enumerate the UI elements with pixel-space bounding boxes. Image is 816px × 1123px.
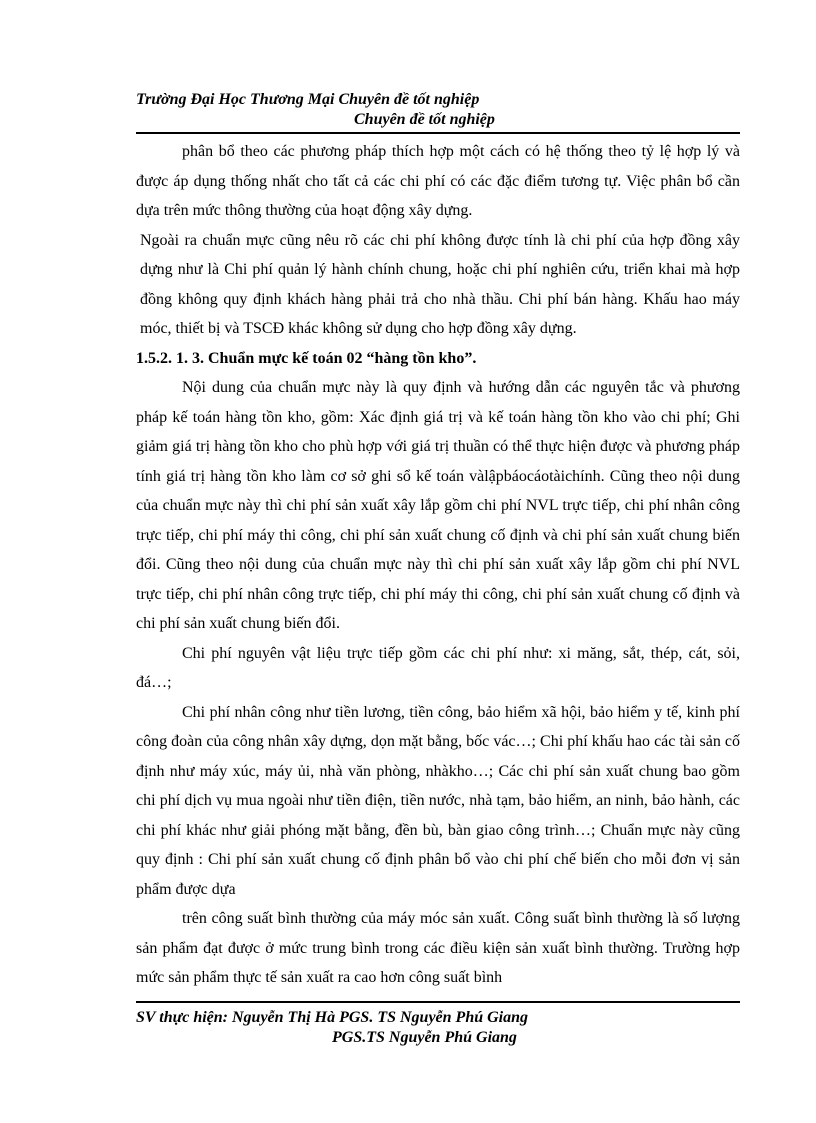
header-line-2: Chuyên đề tốt nghiệp xyxy=(354,111,495,128)
footer-divider xyxy=(136,1001,740,1003)
paragraph-4: Chi phí nguyên vật liệu trực tiếp gồm các chi phí như: xi măng, sắt, thép, cát, sỏi, đá…; xyxy=(136,644,740,691)
footer-line-1: SV thực hiện: Nguyễn Thị Hà PGS. TS Nguyễn Phú Giang xyxy=(136,1009,529,1026)
header-divider xyxy=(136,132,740,134)
paragraph-3: Nội dung của chuẩn mực này là quy định và hướng dẫn các nguyên tắc và phương pháp kế toán hàng tồn kho, gồm: Xác định giá trị và kế toán hàng tồn kho vào chi phí; Ghi giảm giá trị hàng tồn kho cho phù hợp với giá trị thuần có thể thực hiện được và phương pháp tính giá trị hàng tồn kho làm cơ sở ghi sổ kế toán vàlậpbáocáotàichính. Cũng theo nội dung của chuẩn mực này thì chi phí sản xuất xây lắp gồm chi phí NVL trực tiếp, chi phí nhân công trực tiếp, chi phí máy thi công, chi phí sản xuất chung cố định và chi phí sản xuất chung biến đổi. Cũng theo nội dung của chuẩn mực này thì chi phí sản xuất xây lắp gồm chi phí NVL trực tiếp, chi phí nhân công trực tiếp, chi phí máy thi công, chi phí sản xuất chung cố định và chi phí sản xuất chung biến đổi. xyxy=(136,379,740,632)
page-footer xyxy=(136,1008,740,1048)
footer-line-2: PGS.TS Nguyễn Phú Giang xyxy=(332,1029,517,1046)
section-heading: 1.5.2. 1. 3. Chuẩn mực kế toán 02 “hàng tồn kho”. xyxy=(136,349,477,367)
document-body xyxy=(136,137,740,993)
paragraph-1: phân bổ theo các phương pháp thích hợp một cách có hệ thống theo tỷ lệ hợp lý và được áp dụng thống nhất cho tất cả các chi phí có các đặc điểm tương tự. Việc phân bổ cần dựa trên mức thông thường của hoạt động xây dựng. xyxy=(136,143,740,219)
page-header xyxy=(136,90,740,130)
paragraph-5: Chi phí nhân công như tiền lương, tiền công, bảo hiểm xã hội, bảo hiểm y tế, kinh phí công đoàn của công nhân xây dựng, dọn mặt bằng, bốc vác…; Chi phí khấu hao các tài sản cố định như máy xúc, máy ủi, nhà văn phòng, nhàkho…; Các chi phí sản xuất chung bao gồm chi phí dịch vụ mua ngoài như tiền điện, tiền nước, nhà tạm, bảo hiểm, an ninh, bảo hành, các chi phí khác như giải phóng mặt bằng, đền bù, bàn giao công trình…; Chuẩn mực này cũng quy định : Chi phí sản xuất chung cố định phân bổ vào chi phí chế biến cho mỗi đơn vị sản phẩm được dựa xyxy=(136,703,740,898)
paragraph-2: Ngoài ra chuẩn mực cũng nêu rõ các chi phí không được tính là chi phí của hợp đồng xây dựng như là Chi phí quản lý hành chính chung, hoặc chi phí nghiên cứu, triển khai mà hợp đồng không quy định khách hàng phải trả cho nhà thầu. Chi phí bán hàng. Khấu hao máy móc, thiết bị và TSCĐ khác không sử dụng cho hợp đồng xây dựng. xyxy=(140,231,740,337)
header-line-1: Trường Đại Học Thương Mại Chuyên đề tốt nghiệp xyxy=(136,91,480,108)
paragraph-6: trên công suất bình thường của máy móc sản xuất. Công suất bình thường là số lượng sản phẩm đạt được ở mức trung bình trong các điều kiện sản xuất bình thường. Trường hợp mức sản phẩm thực tế sản xuất ra cao hơn công suất bình xyxy=(136,910,740,986)
